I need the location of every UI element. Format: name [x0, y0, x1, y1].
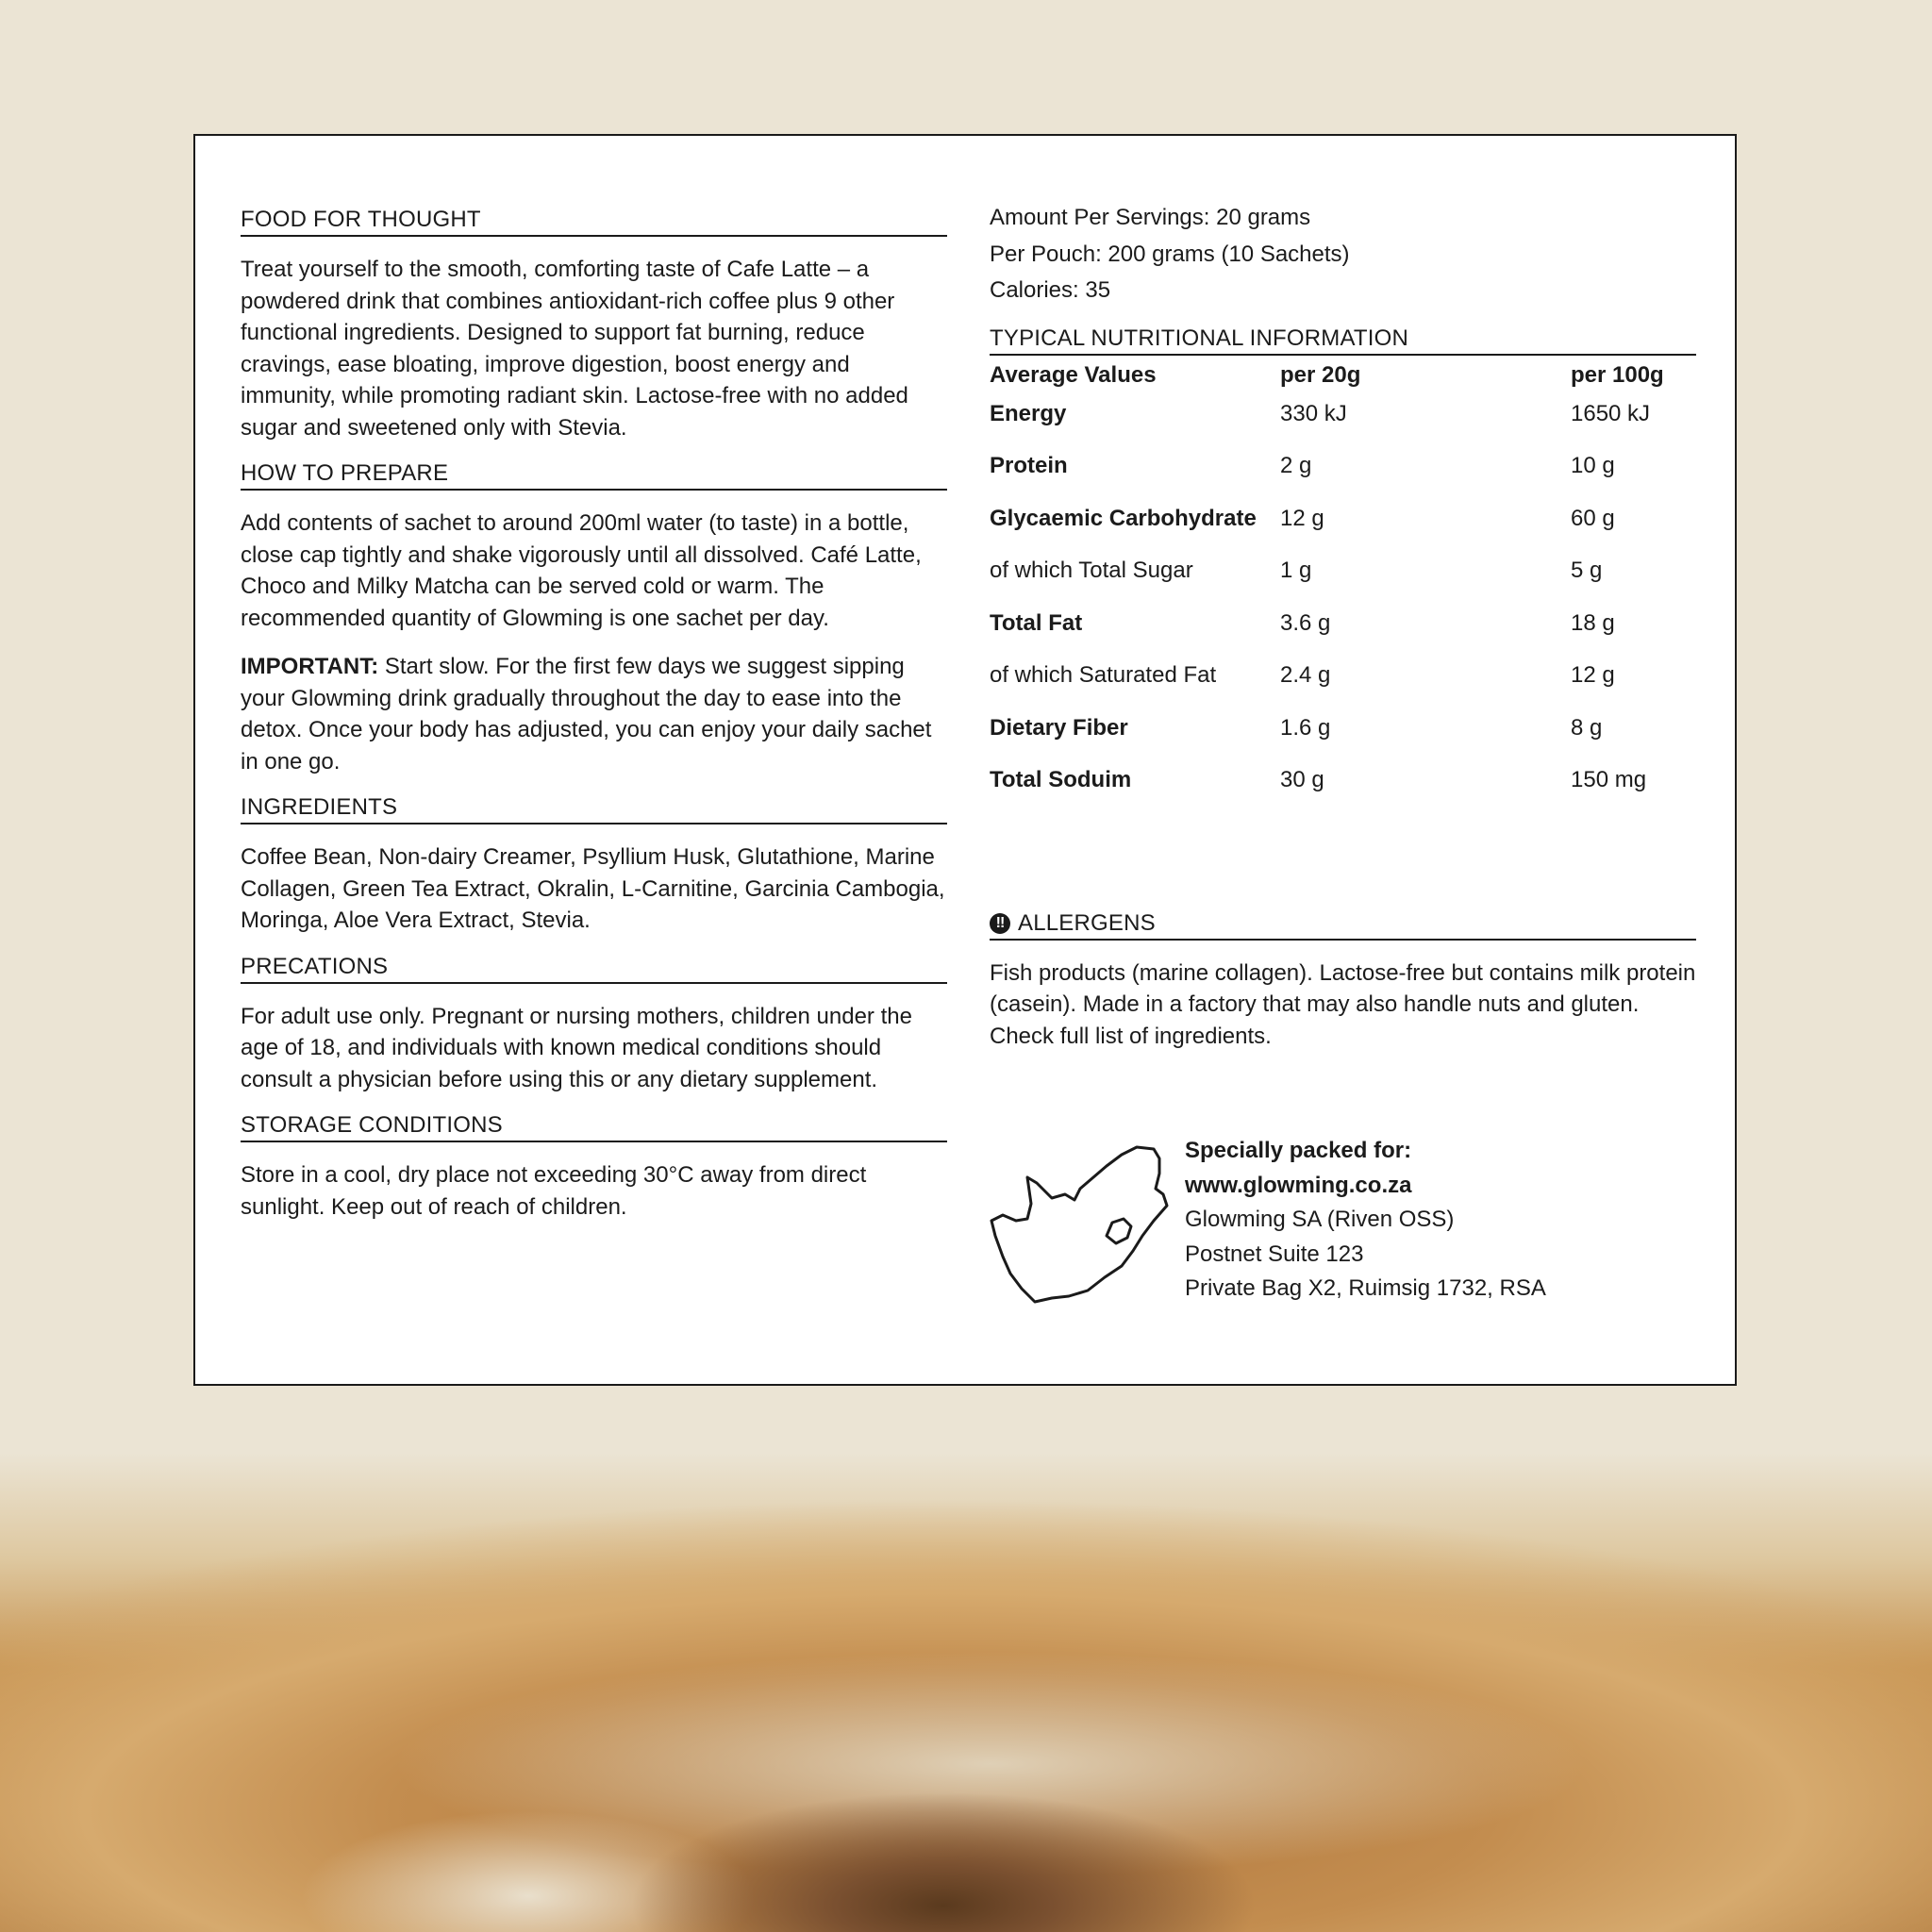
calories: Calories: 35	[990, 277, 1111, 303]
important-note	[241, 651, 947, 777]
table-row	[990, 500, 1696, 553]
per-20g-value: 3.6 g	[1280, 609, 1331, 636]
pouch-size: Per Pouch: 200 grams (10 Sachets)	[990, 241, 1350, 267]
nutrient-name: Energy	[990, 400, 1067, 426]
address-block	[1185, 1134, 1546, 1307]
table-row	[990, 709, 1696, 762]
important-label: IMPORTANT:	[241, 654, 379, 679]
nutrition-table	[990, 356, 1696, 814]
serving-size: Amount Per Servings: 20 grams	[990, 205, 1311, 230]
table-row	[990, 447, 1696, 500]
coffee-foam-image	[0, 1453, 1932, 1932]
nutrition-heading: TYPICAL NUTRITIONAL INFORMATION	[990, 325, 1696, 356]
per-20g-value: 2 g	[1280, 453, 1312, 478]
storage-text: Store in a cool, dry place not exceeding 30°C away from direct sunlight. Keep out of reach of children.	[241, 1162, 867, 1220]
how-to-prepare-text: Add contents of sachet to around 200ml water (to taste) in a bottle, close cap tightly and shake vigorously until all dissolved. Café Latte, Choco and Milky Matcha can be served cold or warm. The recommended quantity of Glowming is one sachet per day.	[241, 510, 922, 631]
food-for-thought-text: Treat yourself to the smooth, comforting taste of Cafe Latte – a powdered drink that combines antioxidant-rich coffee plus 9 other functional ingredients. Designed to support fat burning, reduce cravings, ease bloating, improve digestion, boost energy and immunity, while promoting radiant skin. Lactose-free with no added sugar and sweetened only with Stevia.	[241, 257, 908, 441]
per-20g-value: 2.4 g	[1280, 662, 1331, 688]
per-20g-value: 1 g	[1280, 558, 1312, 583]
precautions-heading: PRECATIONS	[241, 953, 947, 984]
left-column	[241, 206, 947, 1239]
per-100g-value: 60 g	[1571, 505, 1615, 531]
precautions-text: For adult use only. Pregnant or nursing mothers, children under the age of 18, and individuals with known medical conditions should consult a physician before using this or any dietary supplement.	[241, 1003, 912, 1092]
per-100g-value: 12 g	[1571, 662, 1615, 688]
nutrient-name: Protein	[990, 453, 1068, 478]
company-name: Glowming SA (Riven OSS)	[1185, 1207, 1455, 1232]
postal-address: Private Bag X2, Ruimsig 1732, RSA	[1185, 1275, 1546, 1301]
how-to-prepare-heading: HOW TO PREPARE	[241, 459, 947, 491]
per-100g-value: 150 mg	[1571, 767, 1647, 792]
packed-for-section	[990, 1138, 1696, 1334]
right-column	[990, 200, 1696, 1301]
table-row	[990, 761, 1696, 814]
food-for-thought-heading: FOOD FOR THOUGHT	[241, 206, 947, 237]
allergens-heading	[990, 909, 1696, 941]
nutrient-name: Dietary Fiber	[990, 714, 1128, 741]
south-africa-map-icon	[990, 1145, 1169, 1306]
product-info-panel	[193, 134, 1737, 1386]
table-row	[990, 395, 1696, 448]
table-row	[990, 657, 1696, 709]
per-20g-value: 30 g	[1280, 767, 1324, 792]
header-per-100g: per 100g	[1571, 361, 1664, 388]
per-100g-value: 18 g	[1571, 609, 1615, 636]
warning-icon: !!	[990, 913, 1010, 934]
allergens-text: Fish products (marine collagen). Lactose-free but contains milk protein (casein). Made in a factory that may also handle nuts and gluten. Check full list of ingredients.	[990, 959, 1696, 1049]
per-20g-value: 330 kJ	[1280, 400, 1347, 426]
packed-for-label: Specially packed for:	[1185, 1138, 1412, 1163]
ingredients-heading: INGREDIENTS	[241, 793, 947, 824]
important-text: Start slow. For the first few days we suggest sipping your Glowming drink gradually throughout the day to ease into the detox. Once your body has adjusted, you can enjoy your daily sachet in one go.	[241, 654, 932, 774]
nutrient-name: Glycaemic Carbohydrate	[990, 505, 1257, 531]
table-row	[990, 605, 1696, 658]
per-20g-value: 12 g	[1280, 505, 1324, 531]
nutrient-name: of which Saturated Fat	[990, 662, 1217, 688]
per-100g-value: 1650 kJ	[1571, 400, 1651, 426]
allergens-section	[990, 909, 1696, 1053]
storage-heading: STORAGE CONDITIONS	[241, 1111, 947, 1142]
per-100g-value: 8 g	[1571, 714, 1603, 741]
nutrient-name: Total Fat	[990, 609, 1083, 636]
per-100g-value: 5 g	[1571, 558, 1603, 583]
per-20g-value: 1.6 g	[1280, 714, 1331, 741]
nutrition-header-row	[990, 356, 1696, 395]
nutrient-name: Total Soduim	[990, 767, 1132, 792]
per-100g-value: 10 g	[1571, 453, 1615, 478]
header-per-20g: per 20g	[1280, 361, 1361, 388]
allergens-title: ALLERGENS	[1018, 909, 1156, 936]
header-average-values: Average Values	[990, 361, 1157, 388]
ingredients-text: Coffee Bean, Non-dairy Creamer, Psyllium Husk, Glutathione, Marine Collagen, Green Tea Extract, Okralin, L-Carnitine, Garcinia Cambogia, Moringa, Aloe Vera Extract, Stevia.	[241, 844, 945, 933]
postnet-suite: Postnet Suite 123	[1185, 1241, 1364, 1267]
table-row	[990, 552, 1696, 605]
website-link[interactable]: www.glowming.co.za	[1185, 1172, 1412, 1198]
nutrient-name: of which Total Sugar	[990, 558, 1193, 583]
